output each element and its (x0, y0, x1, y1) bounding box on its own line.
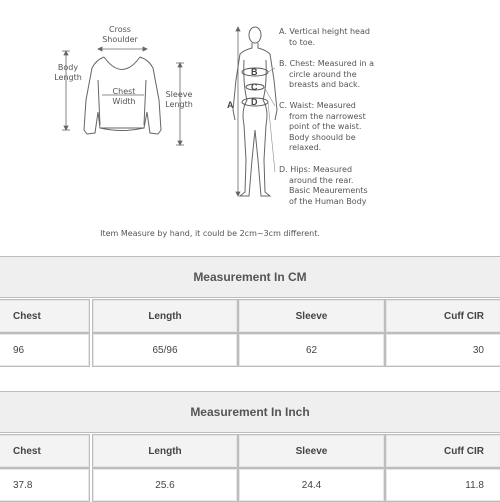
body-length-label (48, 63, 88, 83)
desc-line: Basic Meaurements (289, 186, 368, 195)
value-cell (92, 333, 238, 367)
value-cell (385, 468, 500, 502)
sleeve-length-label (159, 90, 199, 110)
cross-shoulder-label (100, 25, 140, 45)
value-text: 96 (13, 344, 25, 356)
value-cell (238, 333, 385, 367)
desc-line: of the Human Body (289, 196, 367, 206)
desc-line: C. Waist: Measured (279, 101, 356, 110)
label-line: Body (57, 63, 79, 72)
cm-value-row (0, 333, 500, 367)
header-text: Cuff CIR (444, 310, 484, 322)
desc-line: B. Chest: Measured in a (279, 59, 375, 68)
letter-b: B (251, 67, 258, 77)
label-line: Length (165, 100, 193, 109)
letter-c: C (251, 82, 258, 92)
inch-table-title: Measurement In Inch (190, 405, 310, 419)
description-d (279, 165, 389, 207)
cm-table-title-bar (0, 256, 500, 298)
value-text: 11.8 (465, 479, 484, 491)
value-cell (385, 333, 500, 367)
header-text: Sleeve (295, 310, 328, 322)
value-cell (92, 468, 238, 502)
desc-line: around the rear. (289, 175, 354, 185)
cm-header-row (0, 299, 500, 333)
cross-shoulder-arrow (98, 47, 147, 51)
header-cell (238, 299, 385, 333)
label-line: Chest (112, 87, 136, 96)
desc-line: from the narrowest (289, 111, 366, 121)
label-line: Width (112, 97, 136, 106)
header-cell (385, 299, 500, 333)
desc-line: circle around the (289, 69, 357, 79)
header-cell (0, 299, 90, 333)
header-text: Chest (13, 310, 41, 322)
description-a (279, 27, 389, 48)
header-cell (238, 434, 385, 468)
height-arrow (236, 27, 240, 196)
header-text: Chest (13, 445, 41, 457)
label-line: Shoulder (102, 35, 138, 44)
value-text: 30 (472, 344, 484, 356)
value-text: 65/96 (152, 344, 178, 356)
inch-header-row (0, 434, 500, 468)
desc-line: D. Hips: Measured (279, 165, 353, 174)
value-text: 25.6 (155, 479, 175, 491)
desc-line: to toe. (289, 37, 316, 47)
inch-value-row (0, 468, 500, 502)
description-c (279, 101, 389, 154)
chest-width-label (104, 87, 144, 107)
header-text: Sleeve (295, 445, 328, 457)
label-line: Sleeve (165, 90, 193, 99)
desc-line: A. Vertical height head (279, 27, 370, 36)
cm-table-title: Measurement In CM (193, 270, 307, 284)
inch-table-title-bar (0, 391, 500, 433)
human-body-silhouette (233, 27, 277, 196)
desc-line: relaxed. (289, 143, 322, 152)
header-cell (92, 299, 238, 333)
value-cell (0, 468, 90, 502)
header-text: Cuff CIR (444, 445, 484, 457)
value-text: 37.8 (13, 479, 33, 491)
header-text: Length (148, 310, 182, 322)
label-line: Length (54, 73, 82, 82)
letter-a: A (227, 100, 234, 110)
value-text: 24.4 (301, 479, 322, 491)
value-cell (0, 333, 90, 367)
value-text: 62 (305, 344, 318, 356)
header-text: Length (148, 445, 182, 457)
header-cell (0, 434, 90, 468)
description-b (279, 59, 389, 91)
header-cell (385, 434, 500, 468)
value-cell (238, 468, 385, 502)
header-cell (92, 434, 238, 468)
desc-line: Body shoould be (289, 132, 356, 142)
measure-note: Item Measure by hand, it could be 2cm~3cm different. (100, 229, 320, 238)
desc-line: point of the waist. (289, 122, 362, 131)
label-line: Cross (109, 25, 131, 34)
desc-line: breasts and back. (289, 80, 361, 89)
letter-d: D (251, 97, 258, 107)
